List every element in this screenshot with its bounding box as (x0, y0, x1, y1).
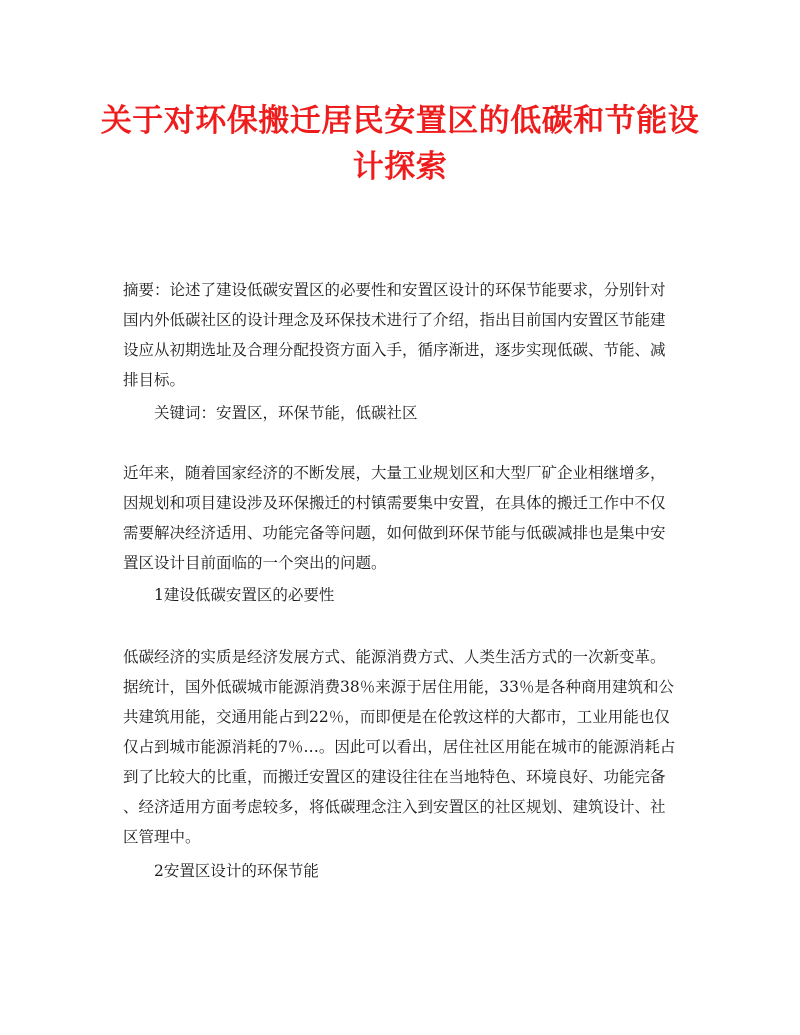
section-1-line: 低碳经济的实质是经济发展方式、能源消费方式、人类生活方式的一次新变革。 (123, 648, 666, 666)
keywords-line: 关键词：安置区，环保节能，低碳社区 (154, 404, 418, 422)
intro-line: 因规划和项目建设涉及环保搬迁的村镇需要集中安置，在具体的搬迁工作中不仅 (123, 494, 666, 512)
abstract-line: 摘要：论述了建设低碳安置区的必要性和安置区设计的环保节能要求，分别针对 (123, 281, 666, 299)
title-line-1: 关于对环保搬迁居民安置区的低碳和节能设 (100, 103, 700, 139)
section-1-paragraph (123, 642, 683, 852)
intro-line: 置区设计目前面临的一个突出的问题。 (123, 554, 387, 572)
section-1-line: 区管理中。 (123, 828, 201, 846)
section-1-heading: 1建设低碳安置区的必要性 (154, 586, 335, 604)
intro-line: 近年来，随着国家经济的不断发展，大量工业规划区和大型厂矿企业相继增多， (123, 464, 666, 482)
section-1-line: 到了比较大的比重，而搬迁安置区的建设往往在当地特色、环境良好、功能完备 (123, 768, 666, 786)
abstract-line: 排目标。 (123, 371, 186, 389)
section-1-line: 据统计，国外低碳城市能源消费38％来源于居住用能，33％是各种商用建筑和公 (123, 678, 674, 696)
abstract-line: 设应从初期选址及合理分配投资方面入手，循序渐进，逐步实现低碳、节能、减 (123, 341, 666, 359)
intro-line: 需要解决经济适用、功能完备等问题，如何做到环保节能与低碳减排也是集中安 (123, 524, 666, 542)
abstract-line: 国内外低碳社区的设计理念及环保技术进行了介绍，指出目前国内安置区节能建 (123, 311, 666, 329)
section-1-line: 、经济适用方面考虑较多，将低碳理念注入到安置区的社区规划、建筑设计、社 (123, 798, 666, 816)
intro-paragraph (123, 458, 683, 578)
section-2-heading: 2安置区设计的环保节能 (154, 862, 319, 880)
abstract-paragraph (123, 275, 683, 395)
section-1-line: 共建筑用能，交通用能占到22％，而即便是在伦敦这样的大都市，工业用能也仅 (123, 708, 670, 726)
document-title (100, 98, 700, 190)
title-line-2: 计探索 (352, 149, 448, 185)
section-1-line: 仅占到城市能源消耗的7％…。因此可以看出，居住社区用能在城市的能源消耗占 (123, 738, 676, 756)
